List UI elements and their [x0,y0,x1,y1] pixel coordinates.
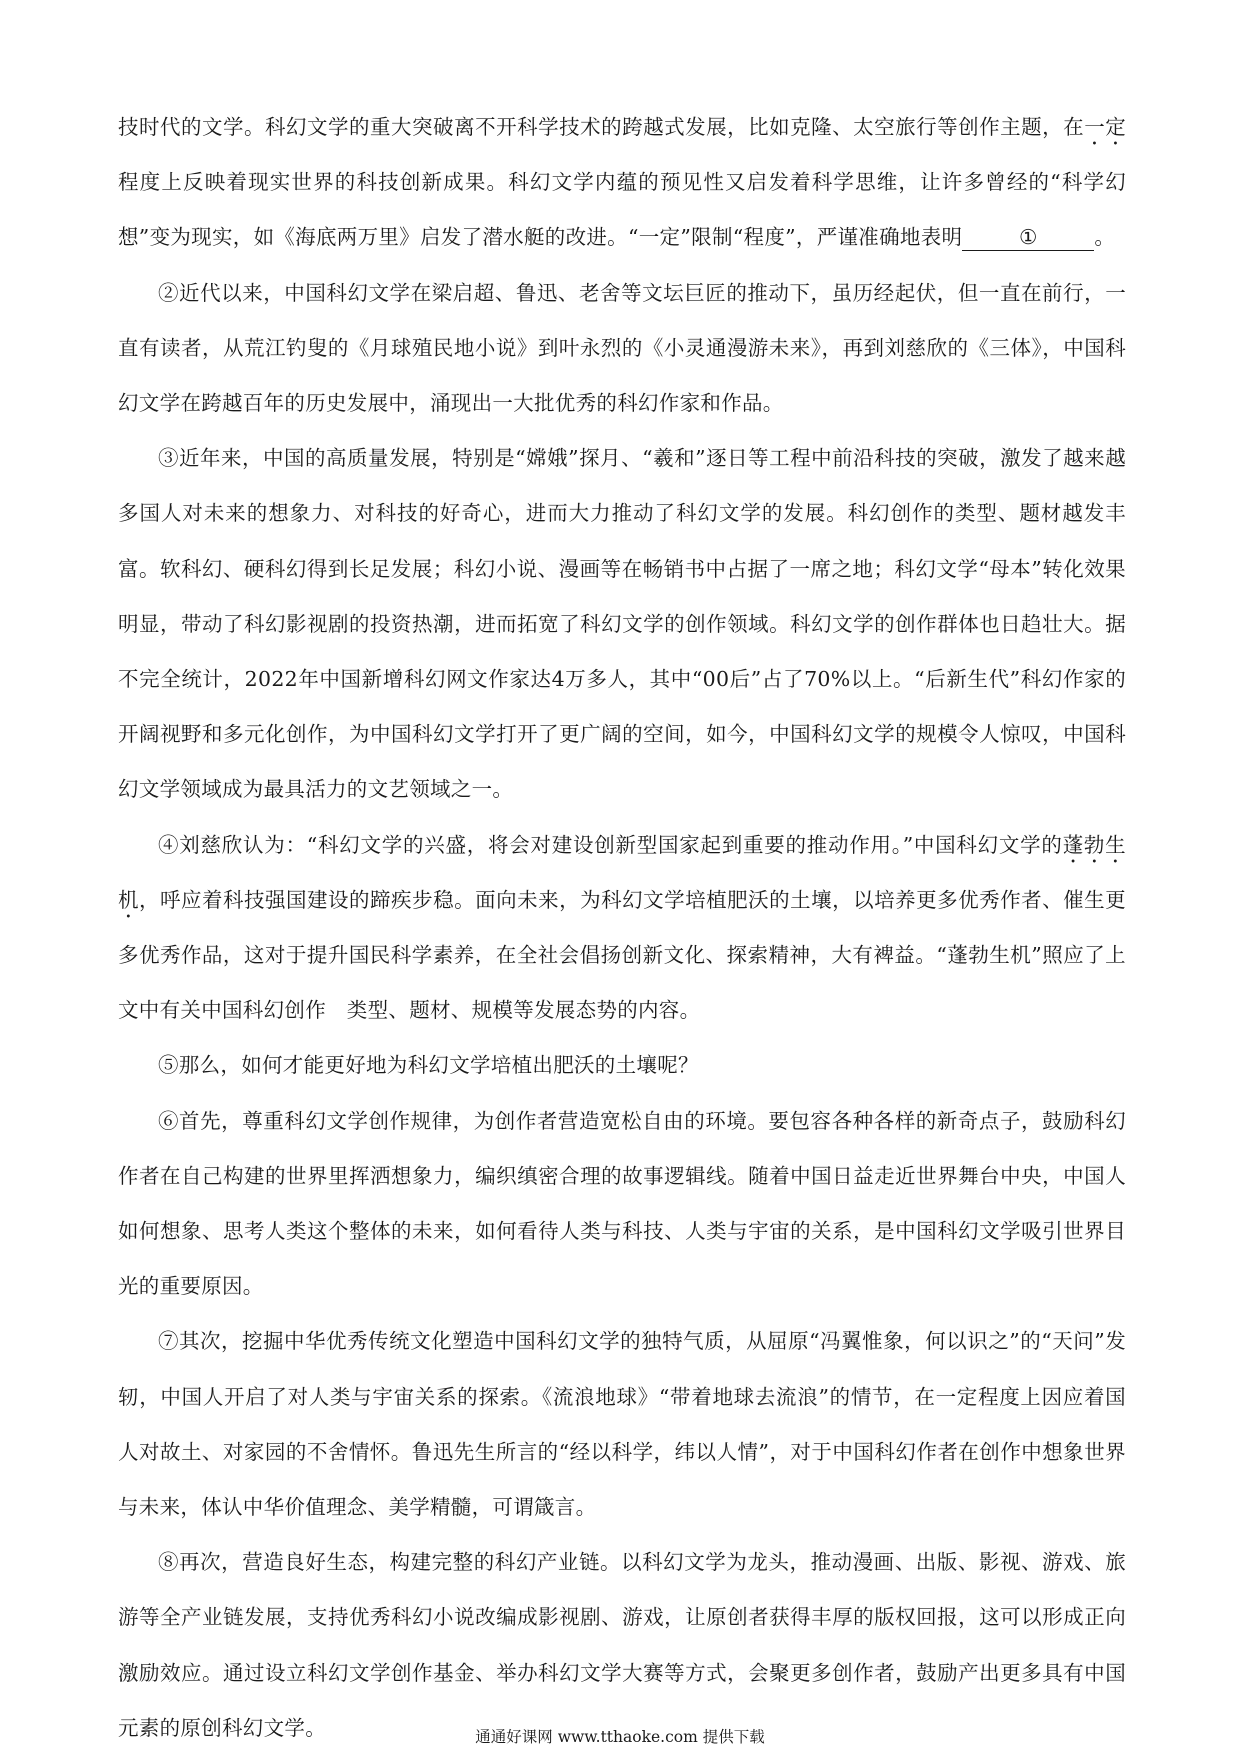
paragraph-4 [118,818,1126,1039]
paragraph-1-text-a: 技时代的文学。科幻文学的重大突破离不开科学技术的跨越式发展，比如克隆、太空旅行等创作主题，在 [118,115,1085,139]
emphasized-phrase: 一定 [1084,115,1126,139]
paragraph-1 [118,100,1126,266]
paragraph-6: ⑥首先，尊重科幻文学创作规律，为创作者营造宽松自由的环境。要包容各种各样的新奇点子，鼓励科幻作者在自己构建的世界里挥洒想象力，编织缜密合理的故事逻辑线。随着中国日益走近世界舞台中央，中国人如何想象、思考人类这个整体的未来，如何看待人类与科技、人类与宇宙的关系，是中国科幻文学吸引世界目光的重要原因。 [118,1108,1126,1299]
page-footer: 通通好课网 www.tthaoke.com 提供下载 [475,1728,765,1746]
paragraph-1-text-b: 程度上反映着现实世界的科技创新成果。科幻文学内蕴的预见性又启发着科学思维，让许多曾经的“科学幻想”变为现实，如《海底两万里》启发了潜水艇的改进。“一定”限制“程度”，严谨准确地表明 [118,170,1126,250]
fill-in-blank [962,225,1094,251]
paragraph-4-text-b: ，呼应着科技强国建设的蹄疾步稳。面向未来，为科幻文学培植肥沃的土壤，以培养更多优秀作者、催生更多优秀作品，这对于提升国民科学素养，在全社会倡扬创新文化、探索精神，大有裨益。“蓬勃生机”照应了上文中有关中国科幻创作 类型、题材、规模等发展态势的内容。 [118,887,1126,1023]
paragraph-4-text-a: ④刘慈欣认为：“科幻文学的兴盛，将会对建设创新型国家起到重要的推动作用。”中国科幻文学的 [158,832,1063,857]
paragraph-3: ③近年来，中国的高质量发展，特别是“嫦娥”探月、“羲和”逐日等工程中前沿科技的突破，激发了越来越多国人对未来的想象力、对科技的好奇心，进而大力推动了科幻文学的发展。科幻创作的类型、题材越发丰富。软科幻、硬科幻得到长足发展；科幻小说、漫画等在畅销书中占据了一席之地；科幻文学“母本”转化效果明显，带动了科幻影视剧的投资热潮，进而拓宽了科幻文学的创作领域。科幻文学的创作群体也日趋壮大。据不完全统计，2022年中国新增科幻网文作家达4万多人，其中“00后”占了70%以上。“后新生代”科幻作家的开阔视野和多元化创作，为中国科幻文学打开了更广阔的空间，如今，中国科幻文学的规模令人惊叹，中国科幻文学领域成为最具活力的文艺领域之一。 [118,446,1126,802]
paragraph-7: ⑦其次，挖掘中华优秀传统文化塑造中国科幻文学的独特气质，从屈原“冯翼惟象，何以识之”的“天问”发轫，中国人开启了对人类与宇宙关系的探索。《流浪地球》“带着地球去流浪”的情节，在一定程度上因应着国人对故土、对家园的不舍情怀。鲁迅先生所言的“经以科学，纬以人情”，对于中国科幻作者在创作中想象世界与未来，体认中华价值理念、美学精髓，可谓箴言。 [118,1329,1126,1520]
paragraph-8: ⑧再次，营造良好生态，构建完整的科幻产业链。以科幻文学为龙头，推动漫画、出版、影视、游戏、旅游等全产业链发展，支持优秀科幻小说改编成影视剧、游戏，让原创者获得丰厚的版权回报，这可以形成正向激励效应。通过设立科幻文学创作基金、举办科幻文学大赛等方式，会聚更多创作者，鼓励产出更多具有中国元素的原创科幻文学。 [118,1550,1126,1740]
paragraph-2: ②近代以来，中国科幻文学在梁启超、鲁迅、老舍等文坛巨匠的推动下，虽历经起伏，但一直在前行，一直有读者，从荒江钓叟的《月球殖民地小说》到叶永烈的《小灵通漫游未来》，再到刘慈欣的《三体》，中国科幻文学在跨越百年的历史发展中，涌现出一大批优秀的科幻作家和作品。 [118,280,1126,416]
passage-body [118,100,1126,1756]
blank-label: ① [1018,225,1038,250]
paragraph-5: ⑤那么，如何才能更好地为科幻文学培植出肥沃的土壤呢？ [158,1053,699,1078]
paragraph-1-end: 。 [1094,225,1116,250]
emphasized-phrase: 蓬勃生机 [118,832,1126,912]
